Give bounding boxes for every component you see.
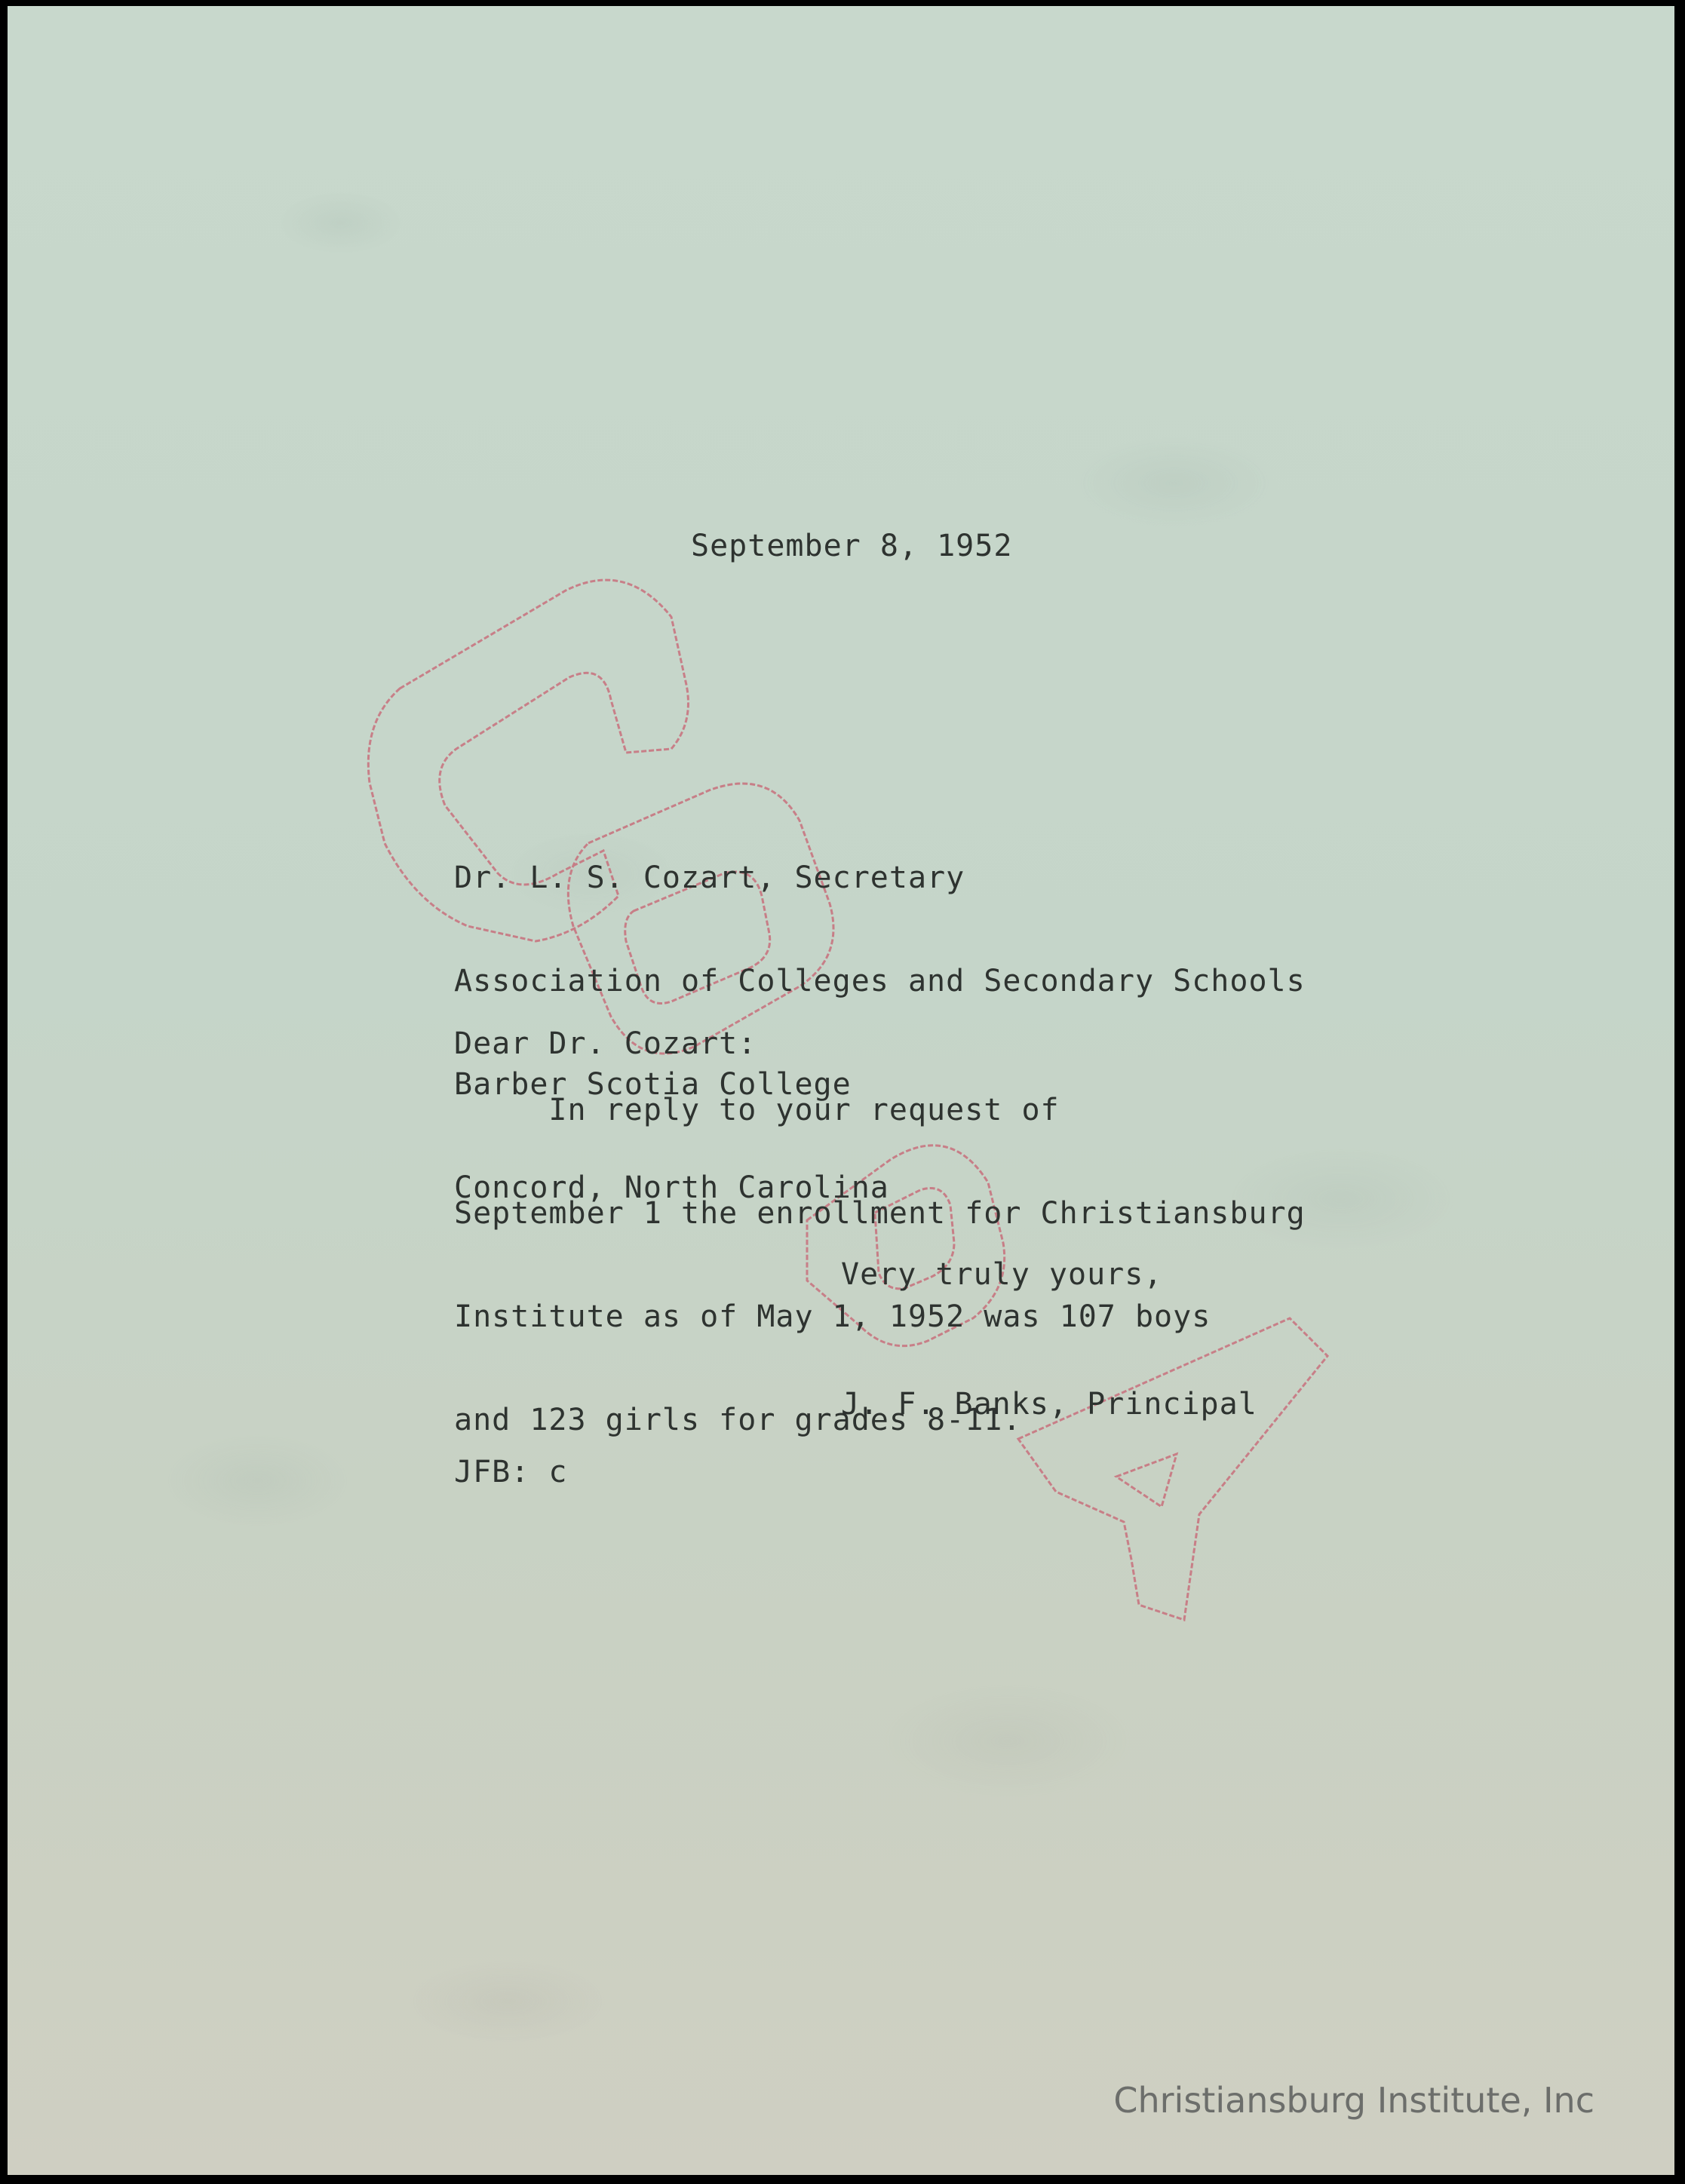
signature-text: J. F. Banks, Principal xyxy=(841,1387,1257,1422)
closing-text: Very truly yours, xyxy=(841,1257,1163,1292)
letter-date xyxy=(691,460,1012,633)
archive-watermark: Christiansburg Institute, Inc xyxy=(1113,2080,1594,2121)
salutation-text: Dear Dr. Cozart: xyxy=(454,1026,757,1061)
signature xyxy=(841,1318,1257,1491)
typist-initials xyxy=(454,1386,568,1559)
recipient-city: Concord, North Carolina xyxy=(454,1170,889,1205)
recipient-college: Barber Scotia College xyxy=(454,1067,852,1102)
letter-page xyxy=(8,6,1674,2175)
recipient-organization: Association of Colleges and Secondary Schools xyxy=(454,964,1306,998)
body-line: In reply to your request of xyxy=(454,1093,1060,1127)
body-line: and 123 girls for grades 8-11. xyxy=(454,1403,1022,1437)
body-line: Institute as of May 1, 1952 was 107 boys xyxy=(454,1299,1211,1334)
date-text: September 8, 1952 xyxy=(691,529,1013,563)
body-line: September 1 the enrollment for Christiansburg xyxy=(454,1196,1306,1231)
initials-text: JFB: c xyxy=(454,1455,568,1489)
recipient-name: Dr. L. S. Cozart, Secretary xyxy=(454,860,965,895)
